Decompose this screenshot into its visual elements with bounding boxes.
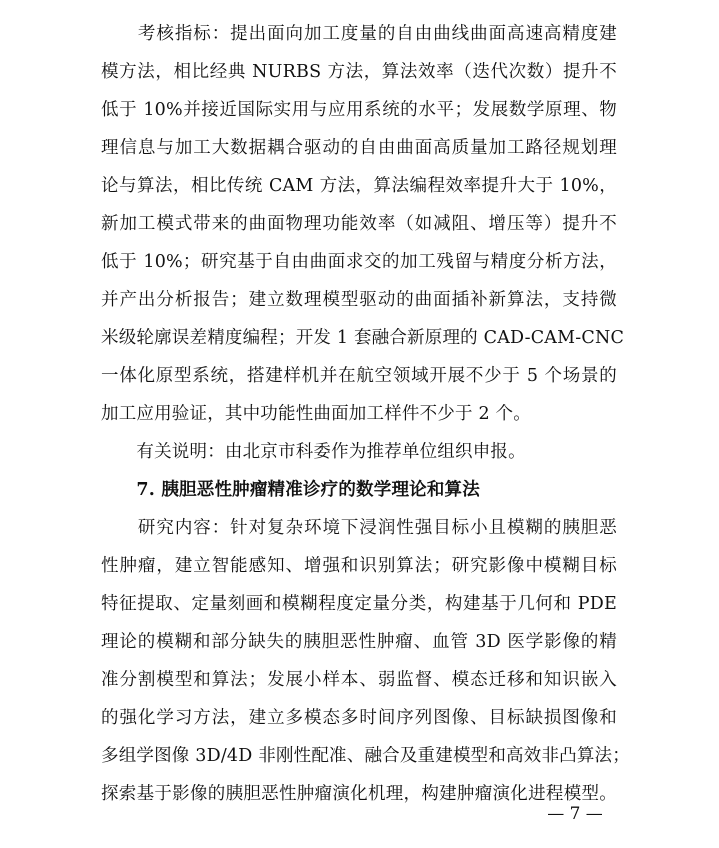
text-line: 米级轮廓误差精度编程；开发 1 套融合新原理的 CAD-CAM-CNC <box>101 328 625 348</box>
text-line: 并产出分析报告；建立数理模型驱动的曲面插补新算法，支持微 <box>101 290 617 310</box>
text-line: 低于 10%；研究基于自由曲面求交的加工残留与精度分析方法， <box>101 252 617 272</box>
text-line: 特征提取、定量刻画和模糊程度定量分类，构建基于几何和 PDE <box>101 594 617 614</box>
section-heading: 7. 胰胆恶性肿瘤精准诊疗的数学理论和算法 <box>101 480 480 500</box>
text-line: 理论的模糊和部分缺失的胰胆恶性肿瘤、血管 3D 医学影像的精 <box>101 632 617 652</box>
text-line: 理信息与加工大数据耦合驱动的自由曲面高质量加工路径规划理 <box>101 138 617 158</box>
text-line: 的强化学习方法，建立多模态多时间序列图像、目标缺损图像和 <box>101 708 617 728</box>
text-line: 论与算法，相比传统 CAM 方法，算法编程效率提升大于 10%， <box>101 176 617 196</box>
text-line: 探索基于影像的胰胆恶性肿瘤演化机理，构建肿瘤演化进程模型。 <box>101 784 617 804</box>
text-line: 准分割模型和算法；发展小样本、弱监督、模态迁移和知识嵌入 <box>101 670 617 690</box>
text-line: 研究内容：针对复杂环境下浸润性强目标小且模糊的胰胆恶 <box>101 518 617 538</box>
text-line: 考核指标：提出面向加工度量的自由曲线曲面高速高精度建 <box>101 24 617 44</box>
text-line: 性肿瘤，建立智能感知、增强和识别算法；研究影像中模糊目标 <box>101 556 617 576</box>
text-line: 加工应用验证，其中功能性曲面加工样件不少于 2 个。 <box>101 404 531 424</box>
text-line: 模方法，相比经典 NURBS 方法，算法效率（迭代次数）提升不 <box>101 62 617 82</box>
page-number: — 7 — <box>547 804 603 824</box>
text-line: 多组学图像 3D/4D 非刚性配准、融合及重建模型和高效非凸算法； <box>101 746 630 766</box>
text-line: 低于 10%并接近国际实用与应用系统的水平；发展数学原理、物 <box>101 100 617 120</box>
text-line: 有关说明：由北京市科委作为推荐单位组织申报。 <box>101 442 526 462</box>
text-line: 一体化原型系统，搭建样机并在航空领域开展不少于 5 个场景的 <box>101 366 617 386</box>
text-line: 新加工模式带来的曲面物理功能效率（如减阻、增压等）提升不 <box>101 214 617 234</box>
